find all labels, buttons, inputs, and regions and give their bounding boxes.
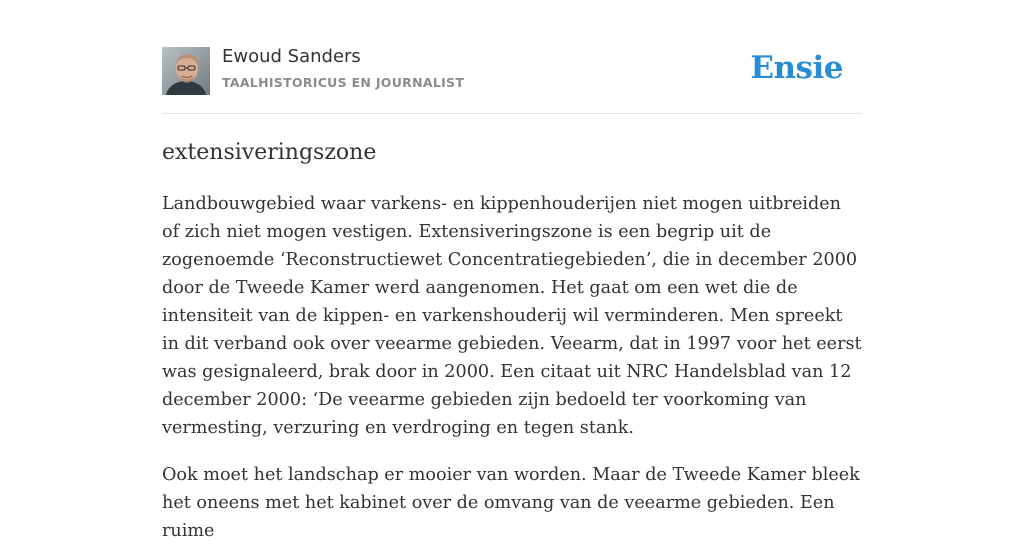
entry-body xyxy=(162,190,862,545)
author-avatar[interactable] xyxy=(162,47,210,95)
entry-paragraph: Landbouwgebied waar varkens- en kippenhouderijen niet mogen uitbreiden of zich niet mogen vestigen. Extensiveringszone is een begrip uit de zogenoemde ‘Reconstructiewet Concentratiegebieden’, die in december 2000 door de Tweede Kamer werd aangenomen. Het gaat om een wet die de intensiteit van de kippen- en varkenshouderij wil verminderen. Men spreekt in dit verband ook over veearme gebieden. Veearm, dat in 1997 voor het eerst was gesignaleerd, brak door in 2000. Een citaat uit NRC Handelsblad van 12 december 2000: ‘De veearme gebieden zijn bedoeld ter voorkoming van vermesting, verzuring en verdroging en tegen stank. xyxy=(162,194,862,438)
author-photo-icon xyxy=(162,47,210,95)
page xyxy=(162,0,862,545)
ensie-logo[interactable]: Ensie xyxy=(750,50,843,86)
entry-title: extensiveringszone xyxy=(162,140,377,165)
author-name[interactable]: Ewoud Sanders xyxy=(222,46,361,67)
entry-paragraph: Ook moet het landschap er mooier van worden. Maar de Tweede Kamer bleek het oneens met het kabinet over de omvang van de veearme gebieden. Een ruime xyxy=(162,465,860,541)
author-header xyxy=(162,0,862,114)
author-role: TAALHISTORICUS EN JOURNALIST xyxy=(222,75,465,90)
